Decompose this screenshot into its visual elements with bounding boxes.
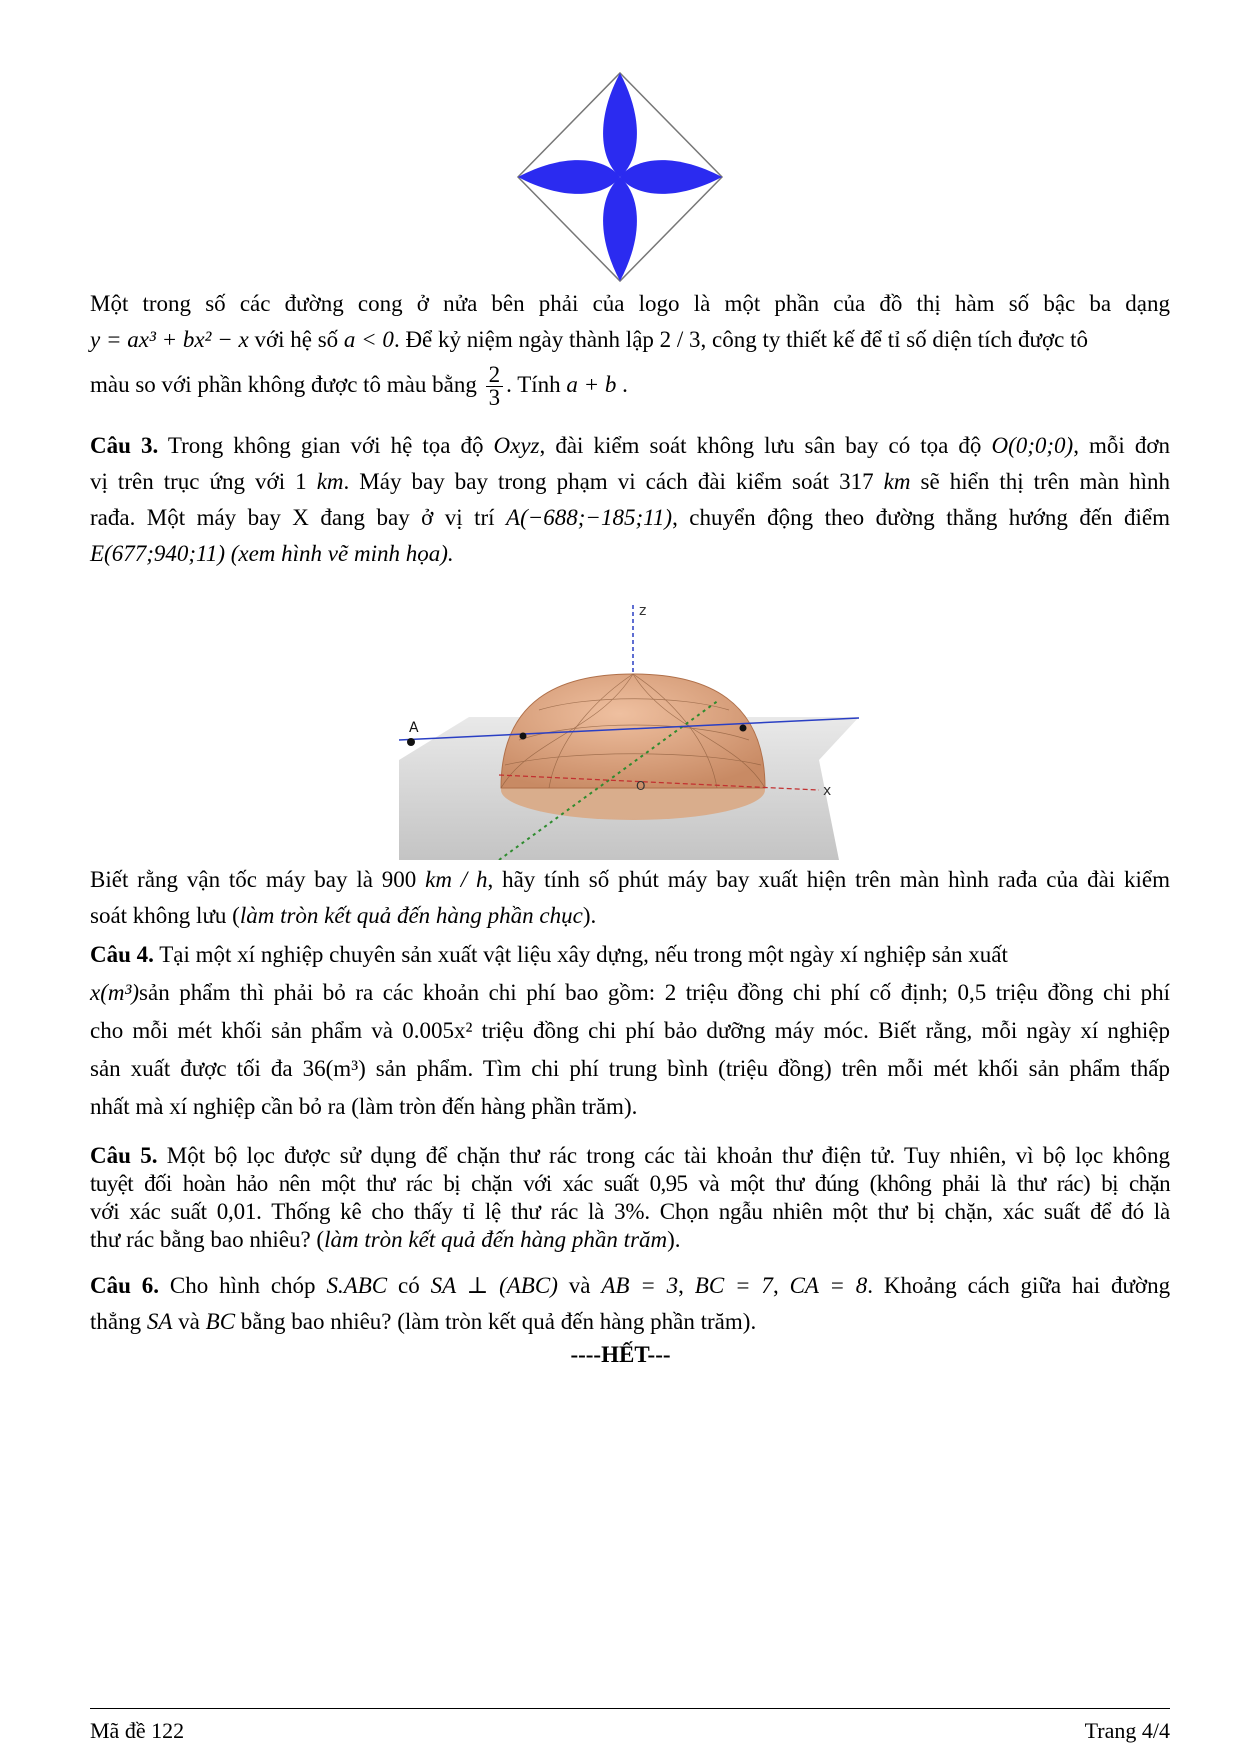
end-marker: ----HẾT--- [570,1342,671,1367]
q4-text: sản phẩm. Tìm chi phí trung bình (triệu đồng) trên mỗi mét khối sản phẩm thấp [375,1056,1171,1081]
q4-line-1 [90,936,1170,974]
q6-text: có [398,1273,420,1298]
q3-text: rađa. Một máy bay X đang bay ở vị trí [90,505,495,530]
question-3-ask [90,862,1170,934]
q3-text: , đài kiểm soát không lưu sân bay có tọa độ [539,433,982,458]
petal-right [620,160,722,194]
q3-line-4 [90,536,1170,572]
q5-label: Câu 5. [90,1143,158,1168]
q3-line-2 [90,464,1170,500]
q4-text: triệu đồng chi phí bảo dưỡng máy móc. Biết rằng, mỗi ngày xí nghiệp [481,1018,1171,1043]
exam-code: Mã đề 122 [90,1718,185,1743]
dome-edge-left [520,733,527,740]
page-number: Trang 4/4 [1084,1718,1170,1743]
q6-line-1: Câu 6. Cho hình chóp S.ABC có SA ⊥ (ABC) và AB = 3, BC = 7, CA = 8. Khoảng cách giữa hai đường [90,1273,1171,1298]
dome [501,674,765,788]
question-4-text [90,936,1170,1126]
q2-date: 2 / 3 [659,327,701,352]
dome-edge-right [740,725,747,732]
point-a-marker [407,738,415,746]
q4-line-5: nhất mà xí nghiệp cần bỏ ra (làm tròn đến hàng phần trăm). [90,1094,638,1119]
q6-line-2 [90,1304,1170,1340]
q3-unit: km [316,469,344,494]
q3-origin: O(0;0;0) [991,433,1074,458]
q2-line-1: Một trong số các đường cong ở nửa bên phải của logo là một phần của đồ thị hàm số bậc ba dạng [90,291,1170,316]
q2-text: . [622,371,628,397]
q3-system: Oxyz [493,433,540,458]
q3-point-e: E(677;940;11) [90,541,225,566]
q3-ask-line-2 [90,898,1170,934]
q6-text: . Khoảng cách giữa hai đường [867,1273,1171,1298]
fraction-denominator: 3 [488,385,501,410]
q2-text: với hệ số [254,327,339,352]
q2-fraction [486,364,504,409]
q5-line-2: tuyệt đối hoàn hảo nên một thư rác bị chặn với xác suất 0,95 và một thư đúng (không phải là thư rác) bị chặn [90,1171,1170,1196]
radar-dome-figure [399,590,859,860]
q2-text: . Để kỷ niệm ngày thành lập [393,327,654,352]
fraction-numerator: 2 [486,364,504,387]
origin-label: O [636,779,646,793]
q3-text: sẽ hiển thị trên màn hình [920,469,1171,494]
q5-text: Một bộ lọc được sử dụng để chặn thư rác trong các tài khoản thư điện tử. Tuy nhiên, vì bộ lọc không [166,1143,1170,1168]
q3-rounding-note: làm tròn kết quả đến hàng phần chục [239,903,583,928]
q3-line-3 [90,500,1170,536]
q6-text: bằng bao nhiêu? (làm tròn kết quả đến hàng phần trăm). [240,1309,757,1334]
q6-ab: AB = 3 [601,1273,679,1298]
q3-figure-note: (xem hình vẽ minh họa). [230,541,454,566]
q4-line-4 [90,1050,1170,1088]
petal-left [518,160,620,194]
q2-line-2 [90,322,1170,358]
q6-text: thẳng [90,1309,142,1334]
q5-text: thư rác bằng bao nhiêu? ( [90,1227,325,1252]
q3-text: , mỗi đơn [1073,433,1170,458]
q2-condition: a < 0 [343,327,394,352]
q5-line-1 [90,1142,1170,1170]
q4-text: sản xuất được tối đa [90,1056,293,1081]
q4-variable: x(m³) [90,980,140,1005]
q4-cost-expr: 0.005x² [402,1018,473,1043]
q5-line-4 [90,1226,1170,1254]
q6-ca: CA = 8 [789,1273,868,1298]
q6-perp: SA ⊥ (ABC) [430,1273,558,1298]
petal-top [603,73,637,177]
q4-text: sản phẩm thì phải bỏ ra các khoản chi phí bao gồm: 2 triệu đồng chi phí cố định; 0,5 triệu đồng chi phí [139,980,1170,1005]
q3-text: Biết rằng vận tốc máy bay là 900 [90,867,417,892]
q6-bc-line: BC [205,1309,236,1334]
q4-line-3 [90,1012,1170,1050]
q2-line-3 [90,364,1170,409]
question-5-text [90,1142,1170,1254]
footer-divider [90,1708,1170,1709]
question-3-text [90,428,1170,572]
q2-ask: a + b [566,371,617,397]
q5-rounding-note: làm tròn kết quả đến hàng phần trăm [324,1227,668,1252]
q6-bc: BC = 7 [694,1273,773,1298]
q3-speed-unit: km / h [425,867,488,892]
q4-max: 36(m³) [302,1056,366,1081]
q3-text: Trong không gian với hệ tọa độ [167,433,484,458]
point-a-label: A [409,720,419,736]
q2-equation: y = ax³ + bx² − x [90,327,249,352]
q4-line-2 [90,974,1170,1012]
x-axis-label: x [823,783,832,799]
q4-text: Tại một xí nghiệp chuyên sản xuất vật liệu xây dựng, nếu trong một ngày xí nghiệp sản xuất [159,942,1008,967]
q5-line-3: với xác suất 0,01. Thống kê cho thấy tỉ lệ thư rác là 3%. Chọn ngẫu nhiên một thư bị chặn, xác suất để đó là [90,1199,1170,1224]
question-6-text [90,1268,1170,1340]
q3-ask-line-1 [90,862,1170,898]
q4-label: Câu 4. [90,942,154,967]
q3-text: , chuyển động theo đường thẳng hướng đến điểm [672,505,1170,530]
logo-figure [515,70,725,285]
q3-line-1 [90,428,1170,464]
q3-text: soát không lưu ( [90,903,240,928]
q6-text: và [178,1309,200,1334]
z-axis-label: z [639,603,647,619]
q6-label: Câu 6. [90,1273,160,1298]
q6-text: Cho hình chóp [169,1273,316,1298]
q3-point-a: A(−688;−185;11) [506,505,673,530]
q3-unit: km [883,469,911,494]
q6-text: và [568,1273,591,1298]
q6-pyramid: S.ABC [326,1273,388,1298]
q2-text: , công ty thiết kế để tỉ số diện tích được tô [700,327,1088,352]
q3-text: , hãy tính số phút máy bay xuất hiện trên màn hình rađa của đài kiểm [487,867,1170,892]
q4-text: cho mỗi mét khối sản phẩm và [90,1018,394,1043]
question-2-text [90,286,1170,409]
page-footer [90,1718,1170,1744]
q3-text: vị trên trục ứng với 1 [90,469,307,494]
q2-text: màu so với phần không được tô màu bằng [90,371,477,397]
q2-text: . Tính [506,371,561,397]
logo-petals [518,73,722,281]
q3-label: Câu 3. [90,433,159,458]
q6-sa: SA [146,1309,173,1334]
q3-text: . Máy bay bay trong phạm vi cách đài kiểm soát 317 [343,469,874,494]
petal-bottom [603,177,637,281]
q5-text: ). [667,1227,681,1252]
q3-text: ). [582,903,597,928]
